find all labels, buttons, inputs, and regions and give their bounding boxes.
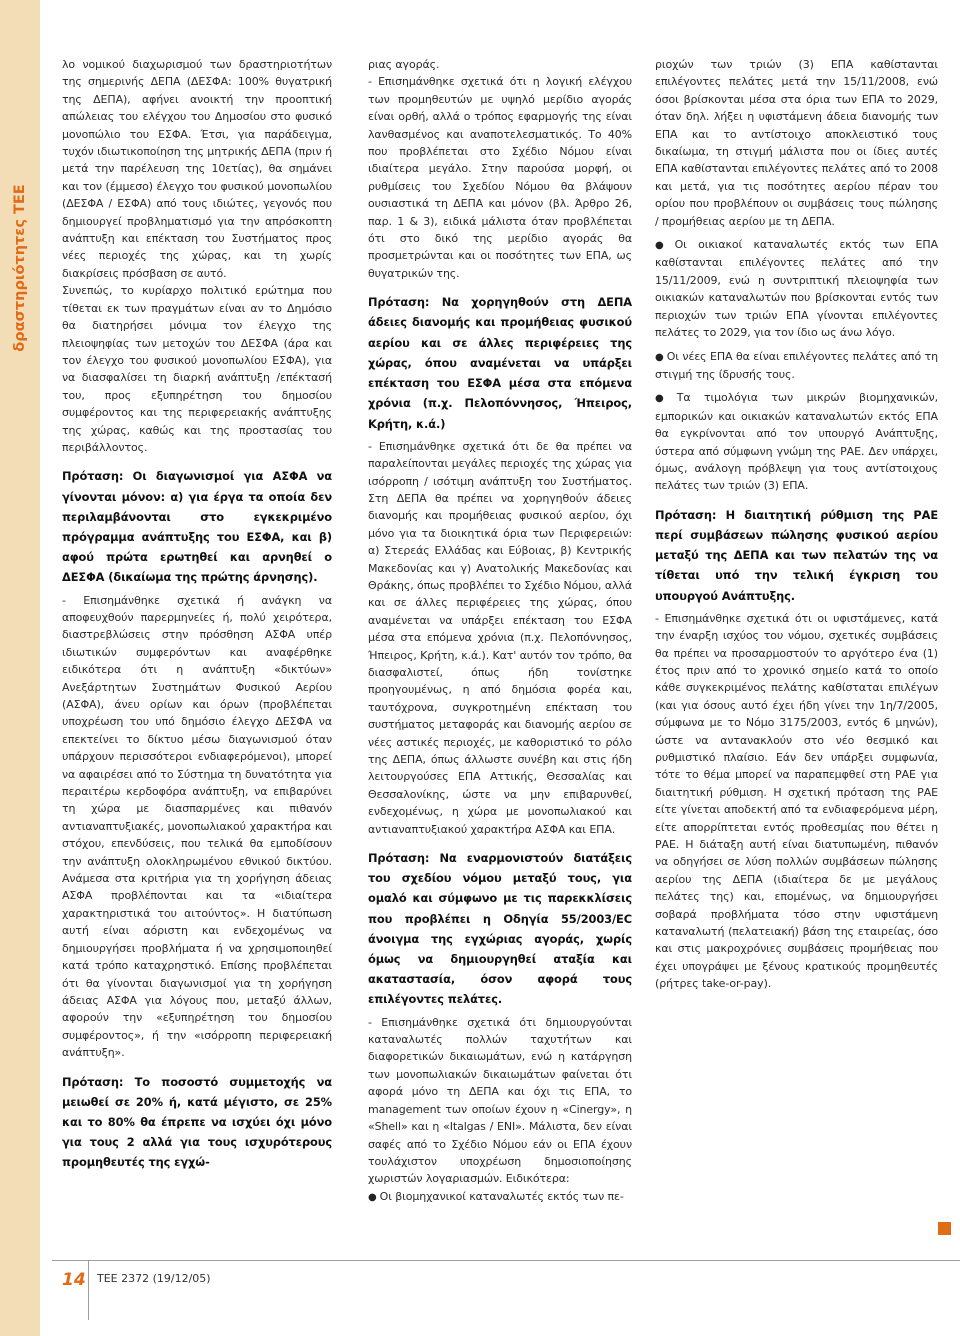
page-number: 14: [62, 1270, 86, 1290]
paragraph: λο νομικού διαχωρισμού των δραστηριοτήτων της σημερινής ΔΕΠΑ (ΔΕΣΦΑ: 100% θυγατρική της ΔΕΠΑ), αφήνει ανοικτή την προοπτική απώλειας του ελέγχου του Δημοσίου στο φυσικό μονοπώλιο του ΕΣΦΑ. Έτσι, για παράδειγμα, τυχόν ιδιωτικοποίηση της μητρικής ΔΕΠΑ (πριν ή μετά την παρέλευση της 10ετίας), θα σημάνει και τον (έμμεσο) έλεγχο του φυσικού μονοπωλίου (ΔΕΣΦΑ / ΕΣΦΑ) από τους ιδιώτες, γεγονός που δημιουργεί προβληματισμό για την απρόσκοπτη ανάπτυξη και επέκταση του Συστήματος προς νέες περιοχές της χώρας, και τη χωρίς διακρίσεις πρόσβαση σε αυτό.: [62, 58, 332, 280]
column-2: [368, 56, 632, 1206]
paragraph: - Επισημάνθηκε σχετικά ή ανάγκη να αποφευχθούν παρερμηνείες ή, πολύ χειρότερα, διαστρεβλώσεις στην πρόσθηση ΑΣΦΑ υπέρ ιδιωτικών συμφερόντων και αναφέρθηκε ειδικότερα ότι η ανάπτυξη «δικτύων» Ανεξάρτητων Συστημάτων Φυσικού Αερίου (ΑΣΦΑ), άνευ ορίων και όρων (προβλέπεται υποχρέωση του υπό δημόσιο έλεγχο ΔΕΣΦΑ να επεκτείνει το δίκτυο μέσω διαγωνισμού όταν υπάρχουν περισσότεροι ενδιαφερόμενοι), μπορεί να αφαιρέσει από το Σύστημα τη δυνατότητα για περαιτέρω κερδοφόρα ανάπτυξη, να επιβαρύνει τη χώρα με διασπαρμένες και πιθανόν αντιαναπτυξιακές, μονοπωλιακού χαρακτήρα και στόχου, επενδύσεις, που τελικά θα εμποδίσουν την ανάπτυξη ολοκληρωμένου εθνικού δικτύου. Ανάμεσα στα κριτήρια για τη χορήγηση άδειας ΑΣΦΑ προβλέπονται και τα «ιδιαίτερα χαρακτηριστικά του αιτούντος». Η διατύπωση αυτή είναι αόριστη και ενδεχομένως να δημιουργήσει προβλήματα ή να χρησιμοποιηθεί κατά τρόπο καταχρηστικό. Επίσης προβλέπεται ότι θα γίνονται διαγωνισμοί για τη χορήγηση άδειας ΑΣΦΑ για λόγους που, μεταξύ άλλων, αφορούν την «εξυπηρέτηση του δημοσίου συμφέροντος», ή την «ισόρροπη περιφερειακή ανάπτυξη».: [62, 593, 332, 1060]
paragraph: - Επισημάνθηκε σχετικά ότι δε θα πρέπει να παραλείπονται μεγάλες περιοχές της χώρας για ισόρροπη / ισότιμη ανάπτυξη του Συστήματος. Στη ΔΕΠΑ θα πρέπει να χορηγηθούν άδειες διανομής και προμήθειας φυσικού αερίου, όχι μόνο για τα διοικητικά όρια των Περιφερειών: α) Στερεάς Ελλάδας και Εύβοιας, β) Κεντρικής Μακεδονίας και γ) Ανατολικής Μακεδονίας και Θράκης, όπως προβλέπει το Σχέδιο Νόμου, αλλά και σε άλλες περιφέρειες της χώρας, όπου αναμένεται να υπάρξει επέκταση του ΕΣΦΑ μέσα στα επόμενα χρόνια (π.χ. Πελοπόννησος, Ήπειρος, Κρήτη, κ.ά.). Κατ' αυτόν τον τρόπο, θα διασφαλιστεί, όπως ήδη τονίστηκε προηγουμένως, η από δημόσια φορέα και, ταυτόχρονα, συγκροτημένη επέκταση του συστήματος μεταφοράς και διανομής αερίου σε νέες αστικές περιοχές, με καθοριστικό το ρόλο της ΔΕΠΑ, όπως άλλωστε συνέβη και στις ήδη λειτουργούσες ΕΠΑ Αττικής, Θεσσαλίας και Θεσσαλονίκης, ώστε να μην επιβαρυνθεί, ενδεχομένως, η χώρα με μονοπωλιακού και αντιαναπτυξιακού χαρακτήρα ΑΣΦΑ και ΕΠΑ.: [368, 439, 632, 836]
paragraph: ριας αγοράς.: [368, 58, 440, 71]
proposal-heading: Πρόταση: Το ποσοστό συμμετοχής να μειωθεί σε 20% ή, κατά μέγιστο, σε 25% και το 80% θα έπρεπε να ισχύει όχι μόνο για τους 2 αλλά για τους ισχυρότερους προμηθευτές της εγχώ-: [62, 1074, 332, 1170]
column-3: [655, 56, 938, 993]
sidebar: [0, 0, 40, 1336]
proposal-heading: Πρόταση: Να χορηγηθούν στη ΔΕΠΑ άδειες διανομής και προμήθειας φυσικού αερίου και σε άλλες περιφέρειες της χώρας, όπου αναμένεται να υπάρξει επέκταση του ΕΣΦΑ μέσα στα επόμενα χρόνια (π.χ. Πελοπόννησος, Ήπειρος, Κρήτη, κ.ά.): [368, 295, 632, 431]
bullet-item: ● Οι βιομηχανικοί καταναλωτές εκτός των πε-: [368, 1188, 632, 1206]
paragraph: - Επισημάνθηκε σχετικά ότι η λογική ελέγχου των προμηθευτών με υψηλό μερίδιο αγοράς είναι ορθή, αλλά ο τρόπος εφαρμογής της είναι λανθασμένος και αναποτελεσματικός. Το 40% που προβλέπεται στο Σχέδιο Νόμου είναι ιδιαίτερα μεγάλο. Στην παρούσα μορφή, οι ρυθμίσεις του Σχεδίου Νόμου θα βλάψουν ουσιαστικά τη ΔΕΠΑ και μόνον (βλ. Άρθρο 26, παρ. 1 & 3), ειδικά μάλιστα όταν προβλέπεται ότι στο δικό της μερίδιο αγοράς θα προσμετρώνται και οι ποσότητες των ΕΠΑ, ως θυγατρικών της.: [368, 75, 632, 280]
bullet-item: ● Οι νέες ΕΠΑ θα είναι επιλέγοντες πελάτες από τη στιγμή της ίδρυσής τους.: [655, 348, 938, 384]
bullet-item: ● Τα τιμολόγια των μικρών βιομηχανικών, εμπορικών και οικιακών καταναλωτών εκτός ΕΠΑ θα εγκρίνονται από τον υπουργό Ανάπτυξης, ύστερα από σύμφωνη γνώμη της ΡΑΕ. Δεν υπάρχει, όμως, ανάλογη πρόβλεψη για τους αντίστοιχους πελάτες των τριών (3) ΕΠΑ.: [655, 389, 938, 494]
bullet-item: ● Οι οικιακοί καταναλωτές εκτός των ΕΠΑ καθίστανται επιλέγοντες πελάτες από την 15/11/2009, ενώ η συντριπτική πλειοψηφία των οικιακών καταναλωτών που βρίσκονται εντός των περιοχών των τριών ΕΠΑ γίνονται επιλέγοντες πελάτες το 2029, για τον ίδιο ως άνω λόγο.: [655, 236, 938, 341]
paragraph: Συνεπώς, το κυρίαρχο πολιτικό ερώτημα που τίθεται εκ των πραγμάτων είναι αν το Δημόσιο θα διατηρήσει μόνιμα τον έλεγχο της πλειοψηφίας των μετοχών του ΔΕΣΦΑ (άρα και τον έλεγχο του φυσικού μονοπωλίου ΕΣΦΑ), για να διασφαλίσει τη διαρκή ανάπτυξη /επέκτασή του, προς εξυπηρέτηση του δημοσίου συμφέροντος και της περιφερειακής ανάπτυξης της χώρας, καθώς και της προστασίας του περιβάλλοντος.: [62, 284, 332, 454]
issue-info: ΤΕΕ 2372 (19/12/05): [97, 1272, 211, 1285]
proposal-heading: Πρόταση: Οι διαγωνισμοί για ΑΣΦΑ να γίνονται μόνον: α) για έργα τα οποία δεν περιλαμβάνονται στο εγκεκριμένο πρόγραμμα ανάπτυξης του ΕΣΦΑ, και β) αφού πρώτα ερωτηθεί και αρνηθεί ο ΔΕΣΦΑ (δικαίωμα της πρώτης άρνησης).: [62, 469, 332, 585]
proposal-heading: Πρόταση: Η διαιτητική ρύθμιση της ΡΑΕ περί συμβάσεων πώλησης φυσικού αερίου μεταξύ της ΔΕΠΑ και των πελατών της να τίθεται υπό την τελική έγκριση του υπουργού Ανάπτυξης.: [655, 507, 938, 603]
section-label-text: δραστηριότητες ΤΕΕ: [12, 184, 28, 352]
end-mark: [938, 1222, 951, 1235]
paragraph: - Επισημάνθηκε σχετικά ότι δημιουργούνται καταναλωτές πολλών ταχυτήτων και διαφορετικών δικαιωμάτων, ενώ η κατάργηση των μονοπωλιακών δικαιωμάτων φαίνεται ότι αφορά μόνο τη ΔΕΠΑ και όχι τις ΕΠΑ, το management των οποίων έχουν η «Cinergy», η «Shell» και η «Italgas / ENI». Μάλιστα, δεν είναι σαφές από το Σχέδιο Νόμου εάν οι ΕΠΑ έχουν τουλάχιστον υποχρέωση δημοσιοποίησης χωριστών λογαριασμών. Ειδικότερα:: [368, 1015, 632, 1186]
footer-divider: [52, 1260, 960, 1261]
footer-vertical-divider: [88, 1260, 89, 1320]
paragraph: ριοχών των τριών (3) ΕΠΑ καθίστανται επιλέγοντες πελάτες μετά την 15/11/2008, ενώ όσοι βρίσκονται μέσα στα όρια των ΕΠΑ το 2029, όταν δηλ. λήξει η υφιστάμενη άδεια διανομής των ΕΠΑ και το αντίστοιχο αποκλειστικό τους δικαίωμα, τη στιγμή μάλιστα που οι ίδιες αυτές ΕΠΑ καθίστανται επιλέγοντες πελάτες από το 2008 και μετά, για τις ποσότητες αερίου πέραν του ορίου που προβλέπουν οι συμβάσεις τους πώλησης / προμήθειας αερίου με τη ΔΕΠΑ.: [655, 58, 938, 228]
proposal-heading: Πρόταση: Να εναρμονιστούν διατάξεις του σχεδίου νόμου μεταξύ τους, για ομαλό και σύμφωνο με τις παρεκκλίσεις που προβλέπει η Οδηγία 55/2003/ΕC άνοιγμα της εγχώριας αγοράς, χωρίς όμως να δημιουργηθεί αταξία και ακαταστασία, όσον αφορά τους επιλέγοντες πελάτες.: [368, 851, 632, 1007]
section-label: [6, 184, 34, 352]
paragraph: - Επισημάνθηκε σχετικά ότι οι υφιστάμενες, κατά την έναρξη ισχύος του νόμου, σχετικές συμβάσεις θα πρέπει να προσαρμοστούν το αργότερο ένα (1) έτος πριν από το χρονικό σημείο κατά το οποίο κάθε συγκεκριμένος πελάτης καθίσταται επιλέγων (και για όσους αυτό έχει ήδη γίνει την 1η/7/2005, σύμφωνα με το Νόμο 3175/2003, εντός 6 μηνών), ώστε να αντανακλούν στο νέο θεσμικό και ρυθμιστικό πλαίσιο. Εάν δεν υπάρξει συμφωνία, τότε το θέμα μπορεί να παραπεμφθεί στη ΡΑΕ για διαιτητική ρύθμιση. Η σχετική πρόταση της ΡΑΕ είτε γίνεται αποδεκτή από τα ενδιαφερόμενα μέρη, είτε απορρίπτεται εντός προθεσμίας που θέτει η ΡΑΕ. Η διάταξη αυτή είναι διατυπωμένη, πιθανόν να οδηγήσει σε λύση πολλών συμβάσεων πώλησης αερίου της ΔΕΠΑ (ιδιαίτερα δε με μεγάλους πελάτες της) και, επομένως, να δημιουργήσει σοβαρά προβλήματα τόσο στην υφιστάμενη καταναλωτή (πελατειακή) βάση της εταιρείας, όσο και στις μακροχρόνιες συμβάσεις προμήθειας που έχει υπογράψει με ξένους κρατικούς προμηθευτές (ρήτρες take-or-pay).: [655, 611, 938, 991]
column-1: [62, 56, 332, 1177]
